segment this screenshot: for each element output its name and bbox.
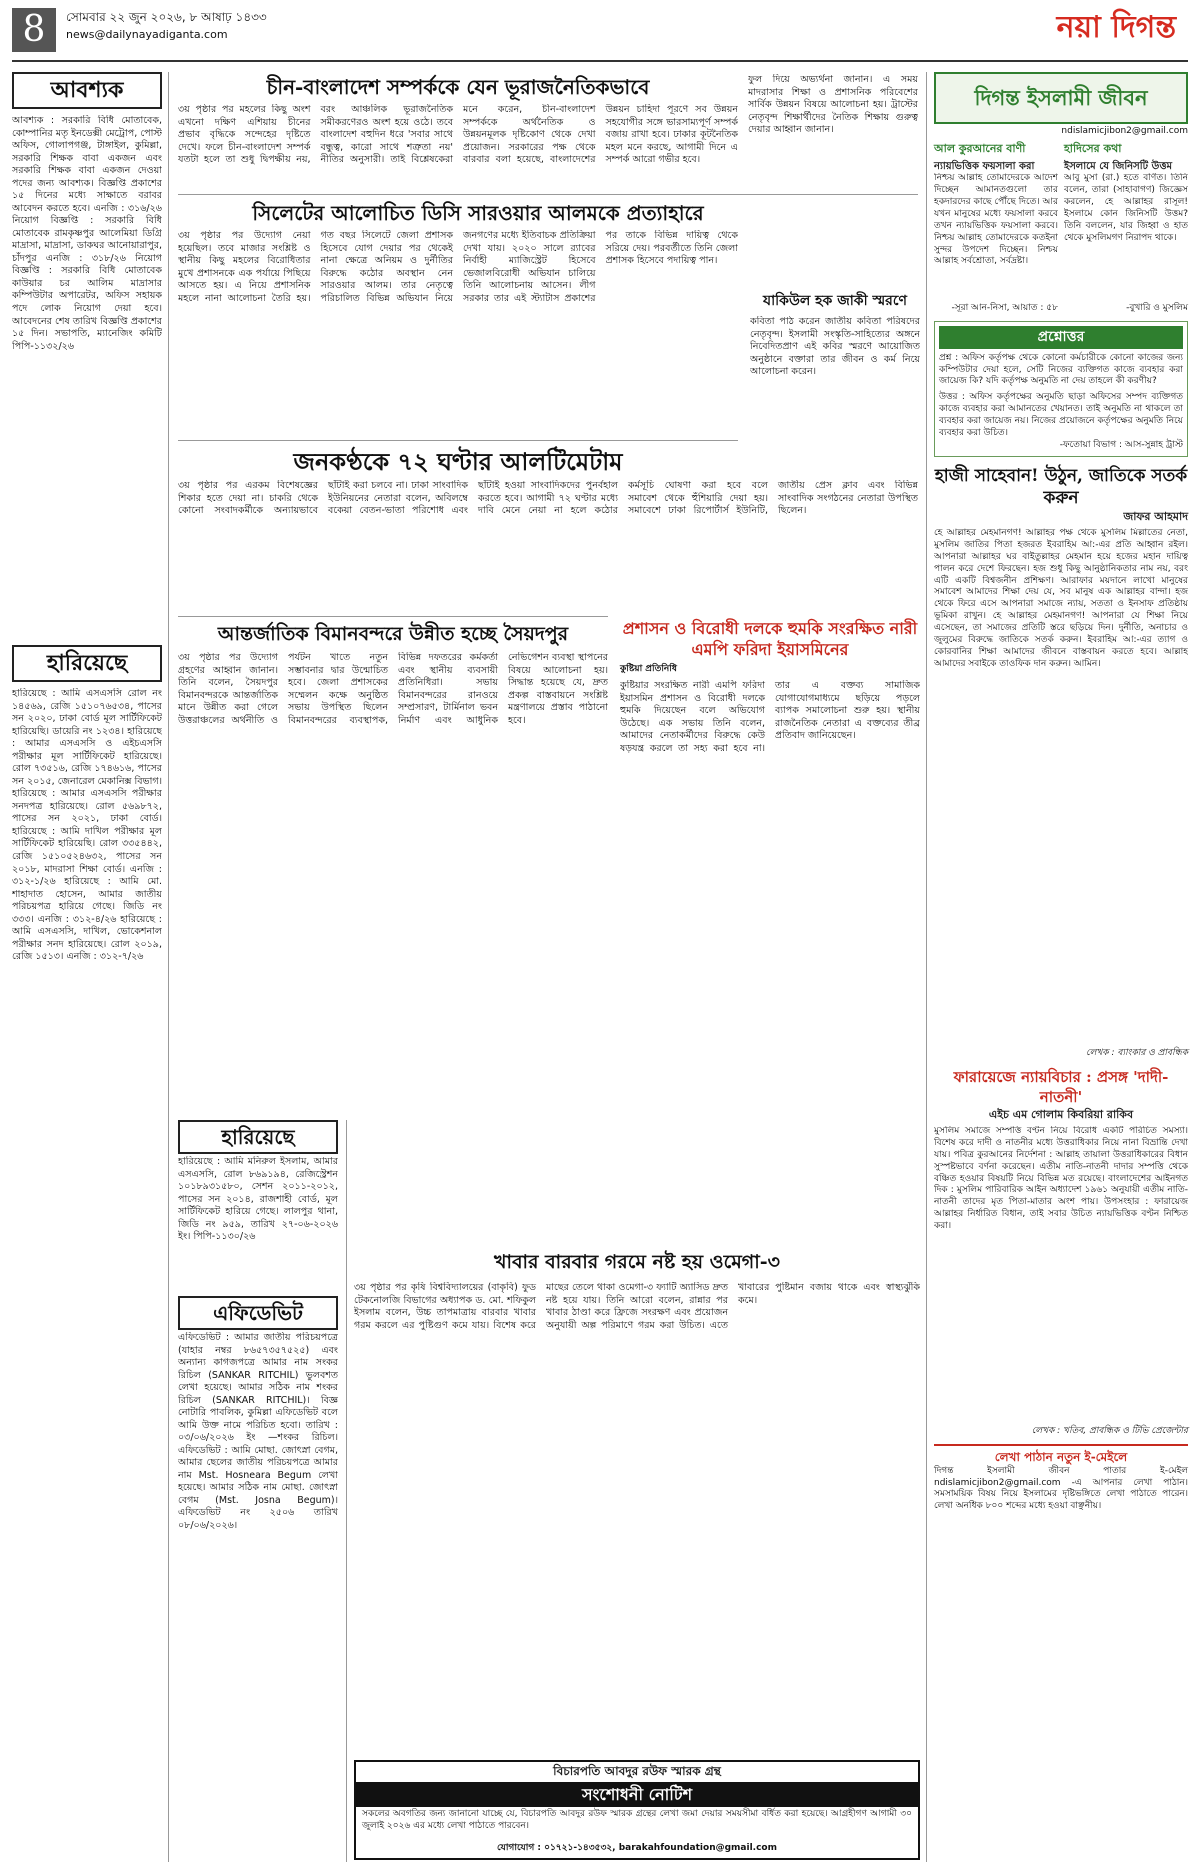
- lost-text-2: হারিয়েছে : আমি মনিরুল ইসলাম, আমার এসএসসি, রোল ৮৬৯১৯৪, রেজিস্ট্রেশন ১০১৮৯৩১৫৮০, সেশন ২০১১-২০১২, পাসের সন ২০১৪, রাজশাহী বোর্ড, মূল সার্টিফিকেট হারিয়ে গেছে। লালপুর থানা, জিডি নং ৯৫৯, তারিখ ২৭-০৬-২০২৬ ইং। পিপি-১১৩০/২৬: [178, 1156, 338, 1243]
- hadith-block: [1064, 160, 1188, 315]
- qa-title: প্রশ্নোত্তর: [939, 326, 1183, 348]
- lost-title: হারিয়েছে: [12, 645, 162, 682]
- new-email-text: দিগন্ত ইসলামী জীবন পাতার ই-মেইল ndislamicjibon2@gmail.com -এ আপনার লেখা পাঠান। সমসাময়িক বিষয় নিয়ে ইসলামের দৃষ্টিভঙ্গিতে লেখা পাঠাতে পারেন। লেখা অনধিক ৮০০ শব্দের মধ্যে হওয়া বাঞ্ছনীয়।: [934, 1465, 1188, 1512]
- wanted-title: আবশ্যক: [12, 72, 162, 109]
- page-number: 8: [12, 8, 56, 52]
- wanted-text: আবশ্যক : সরকারি বিধি মোতাবেক, কোম্পানির মতৃ ইনডেক্সী মেট্রোপ, পোস্ট অফিস, গোলাপগঞ্জ, টাঙ্গাইল, কুমিল্লা, সরকারি শিক্ষক বাবা একজন এবং সরকারি শিক্ষক বাবা একজন দেওয়া পদের জন্য আবশ্যক। বিজ্ঞপ্তি প্রকাশের ১৫ দিনের মধ্যে সাক্ষাতে বরাবর আবেদন করতে হবে। এনজি : ৩১৬/২৬ নিয়োগ বিজ্ঞপ্তি : সরকারি বিধি মোতাবেক রামকৃষ্ণপুর আলেমিয়া ডিগ্রি মাদ্রাসা, মাদ্রাসা, ডাকঘর আনোয়ারাপুর, চাঁদপুর এনজি : ৩১৮/২৬ নিয়োগ বিজ্ঞপ্তি : সরকারি বিধি মোতাবেক কাউয়ার চর আলিম মাদ্রাসার কম্পিউটার অপারেটর, অফিস সহায়ক পদে লোক নিয়োগ দেয়া হবে। আবেদনের শেষ তারিখ বিজ্ঞপ্তি প্রকাশের ১৫ দিন। সভাপতি, ম্যানেজিং কমিটি পিপি-১১৩২/২৬: [12, 115, 162, 352]
- islamic-email[interactable]: ndislamicjibon2@gmail.com: [1061, 125, 1188, 136]
- china-headline: চীন-বাংলাদেশ সম্পর্ককে যেন ভূরাজনৈতিকভাবে: [266, 75, 650, 99]
- saidpur-text: ৩য় পৃষ্ঠার পর উদ্যোগ গ্রহণের আহ্বান জানান। তিনি বলেন, সৈয়দপুর বিমানবন্দরকে আন্তর্জাতিক মানে উন্নীত করা গেলে উত্তরাঞ্চলের অর্থনীতি ও পর্যটন খাতে নতুন সম্ভাবনার দ্বার উন্মোচিত হবে। জেলা প্রশাসকের সম্মেলন কক্ষে অনুষ্ঠিত সভায় উপস্থিত ছিলেন বিমানবন্দরের ব্যবস্থাপক, বিভিন্ন দফতরের কর্মকর্তা এবং স্থানীয় ব্যবসায়ী প্রতিনিধিরা। সভায় বিমানবন্দরের রানওয়ে সম্প্রসারণ, টার্মিনাল ভবন নির্মাণ এবং আধুনিক নেভিগেশন ব্যবস্থা স্থাপনের বিষয়ে আলোচনা হয়। সিদ্ধান্ত হয়েছে যে, দ্রুত প্রকল্প বাস্তবায়নে সংশ্লিষ্ট মন্ত্রণালয়ে প্রস্তাব পাঠানো হবে।: [178, 652, 608, 726]
- faraiz-text: মুসলিম সমাজে সম্পত্তি বণ্টন নিয়ে বিরোধ একটি পরিচিত সমস্যা। বিশেষ করে দাদী ও নাতনীর মধ্যে উত্তরাধিকার নিয়ে নানা বিভ্রান্তি দেখা যায়। পবিত্র কুরআনের নির্দেশনা : আল্লাহ তায়ালা উত্তরাধিকারের বিধান সুস্পষ্টভাবে বর্ণনা করেছেন। এতীম নাতি-নাতনী দাদার সম্পত্তি থেকে বঞ্চিত হওয়ার বিষয়টি নিয়ে বিভিন্ন মত রয়েছে। বাংলাদেশের আইনগত দিক : মুসলিম পারিবারিক আইন অধ্যাদেশ ১৯৬১ অনুযায়ী এতীম নাতি-নাতনী তাদের মৃত পিতা-মাতার অংশ পায়। উপসংহার : ফারায়েজ আল্লাহর নির্ধারিত বিধান, তাই সবার উচিত ন্যায়ভিত্তিক বণ্টন নিশ্চিত করা।: [934, 1126, 1188, 1232]
- quran-text: নিশ্চয় আল্লাহ তোমাদেরকে আদেশ দিচ্ছেন আমানতগুলো তার হকদারদের কাছে পৌঁছে দিতে। আর যখন মানুষের মধ্যে ফয়সালা করবে তখন ন্যায়ভিত্তিক ফয়সালা করবে। নিশ্চয় আল্লাহ তোমাদেরকে কতইনা সুন্দর উপদেশ দিচ্ছেন। নিশ্চয় আল্লাহ সর্বশ্রোতা, সর্বদ্রষ্টা।: [934, 173, 1058, 267]
- notice-text: সকলের অবগতির জন্য জানানো যাচ্ছে যে, বিচারপতি আবদুর রউফ স্মারক গ্রন্থের লেখা জমা দেয়ার সময়সীমা বর্ধিত করা হয়েছে। আগ্রহীগণ আগামী ৩০ জুলাই ২০২৬ এর মধ্যে লেখা পাঠাতে পারবেন।: [362, 1808, 912, 1831]
- faraiz-note: লেখক : খতিব, প্রাবন্ধিক ও টিভি প্রেজেন্টার: [1031, 1426, 1188, 1437]
- hadith-label: হাদিসের কথা: [1064, 141, 1122, 155]
- qa-question: প্রশ্ন : অফিস কর্তৃপক্ষ থেকে কোনো কর্মচারীকে কোনো কাজের জন্য কম্পিউটার দেয়া হলে, সেটি নিজের ব্যক্তিগত কাজে ব্যবহার করা জায়েজ কি? যদি কর্তৃপক্ষ অনুমতি না দেয় তাহলে কী করণীয়?: [939, 352, 1183, 387]
- china-text-continued: ফুল দিয়ে অভ্যর্থনা জানান। এ সময় মাদরাসার শিক্ষা ও প্রশাসনিক পরিবেশের সার্বিক উন্নয়ন বিষয়ে আলোচনা হয়। ট্রাস্টের নেতৃবৃন্দ শিক্ষার্থীদের নৈতিক শিক্ষায় গুরুত্ব দেয়ার আহ্বান জানান।: [748, 74, 918, 136]
- section-divider: [178, 616, 608, 617]
- lost-title-2: হারিয়েছে: [178, 1120, 338, 1154]
- omega-text: ৩য় পৃষ্ঠার পর কৃষি বিশ্ববিদ্যালয়ের (বাকৃবি) ফুড টেকনোলজি বিভাগের অধ্যাপক ড. মো. শফিকুল ইসলাম বলেন, উচ্চ তাপমাত্রায় বারবার খাবার গরম করলে এর পুষ্টিগুণ কমে যায়। বিশেষ করে মাছের তেলে থাকা ওমেগা-৩ ফ্যাটি অ্যাসিড দ্রুত নষ্ট হয়ে যায়। তিনি আরো বলেন, রান্নার পর খাবার ঠাণ্ডা করে ফ্রিজে সংরক্ষণ এবং প্রয়োজন অনুযায়ী অল্প পরিমাণে গরম করা উচিত। এতে খাবারের পুষ্টিমান বজায় থাকে এবং স্বাস্থ্যঝুঁকি কমে।: [354, 1282, 920, 1331]
- notice-contact[interactable]: যোগাযোগ : ০১৭২১-১৪৩৫৩২, barakahfoundation@gmail.com: [496, 1842, 777, 1853]
- protest-byline: কুষ্টিয়া প্রতিনিধি: [620, 664, 677, 674]
- affidavit-text: এফিডেভিট : আমার জাতীয় পরিচয়পত্রে (যাহার নম্বর ৮৬৫৭৩৫৭৫২৫) এবং অন্যান্য কাগজপত্রে আমার নাম সংকর রিচিল (SANKAR RITCHIL) ভুলবশত লেখা হয়েছে। আমার সঠিক নাম শংকর রিচিল (SANKAR RITCHIL)। বিজ্ঞ নোটারি পাবলিক, কুমিল্লা এফিডেভিট বলে আমি উক্ত নামে পরিচিত হবো। তারিখ : ০৩/০৬/২০২৬ ইং —শংকর রিচিল। এফিডেভিট : আমি মোছা. জোৎস্না বেগম, আমার ছেলের জাতীয় পরিচয়পত্রে আমার নাম Mst. Hosneara Begum লেখা হয়েছে। আমার সঠিক নাম মোছা. জোৎস্না বেগম (Mst. Josna Begum)। এফিডেভিট নং ২৫০৬ তারিখ ০৮/০৬/২০২৬।: [178, 1332, 338, 1531]
- faraiz-author: এইচ এম গোলাম কিবরিয়া রাকিব: [988, 1107, 1134, 1121]
- protest-headline: প্রশাসন ও বিরোধী দলকে হুমকি সংরক্ষিত নারী এমপি ফরিদা ইয়াসমিনের: [622, 619, 918, 660]
- qa-answer: উত্তর : অফিস কর্তৃপক্ষের অনুমতি ছাড়া অফিসের সম্পদ ব্যক্তিগত কাজে ব্যবহার করা আমানতের খেয়ানত। তাই অনুমতি না থাকলে তা ব্যবহার করা জায়েজ নয়। নিজের প্রয়োজনে কর্তৃপক্ষের অনুমতি নিয়ে ব্যবহার করা উচিত।: [939, 392, 1183, 438]
- affidavit-title: এফিডেভিট: [178, 1296, 338, 1330]
- section-divider: [178, 440, 738, 441]
- section-divider: [178, 194, 918, 195]
- classifieds-column: [12, 72, 162, 1862]
- qa-box: [934, 321, 1188, 456]
- header-rule: [12, 60, 1188, 62]
- sylhet-text: ৩য় পৃষ্ঠার পর উদ্যোগ নেয়া হয়েছিল। তবে মাজার সংশ্লিষ্ট ও স্থানীয় কিছু মহলের বিরোধিতার মুখে প্রশাসনকে এক পর্যায়ে পিছিয়ে আসতে হয়। এ নিয়ে প্রশাসনিক মহলে নানা আলোচনা তৈরি হয়। গত বছর সিলেটে জেলা প্রশাসক হিসেবে যোগ দেয়ার পর থেকেই নানা ক্ষেত্রে অনিয়ম ও দুর্নীতির বিরুদ্ধে কঠোর অবস্থান নেন সারওয়ার আলম। তার নেতৃত্বে পরিচালিত বিভিন্ন অভিযান নিয়ে জনগণের মধ্যে ইতিবাচক প্রতিক্রিয়া দেখা যায়। ২০২০ সালে র‍্যাবের নির্বাহী ম্যাজিস্ট্রেট হিসেবে ভেজালবিরোধী অভিযান চালিয়ে তিনি আলোচনায় আসেন। লীগ সরকার তার এই স্ট্যাটাস প্রকাশের পর তাকে বিভিন্ন দায়িত্ব থেকে সরিয়ে দেয়। পরবর্তীতে তিনি জেলা প্রশাসক হিসেবে পদায়িত্ব পান।: [178, 230, 738, 304]
- new-email-box: [934, 1444, 1188, 1513]
- issue-date: সোমবার ২২ জুন ২০২৬, ৮ আষাঢ় ১৪৩৩: [66, 10, 267, 24]
- quran-label: আল কুরআনের বাণী: [934, 141, 1026, 155]
- haji-headline: হাজী সাহেবান! উঠুন, জাতিকে সতর্ক করুন: [934, 465, 1188, 509]
- qa-ref: -ফতোয়া বিভাগ : আস-সুন্নাহ ট্রাস্ট: [1059, 439, 1183, 450]
- hadith-text: আবু মুসা (রা.) হতে বর্ণিত। তিনি বলেন, তারা (সাহাবাগণ) জিজ্ঞেস করলেন, হে আল্লাহর রাসূল! ইসলামে কোন জিনিসটি উত্তম? তিনি বললেন, যার জিহ্বা ও হাত থেকে মুসলিমগণ নিরাপদ থাকে।: [1064, 173, 1188, 243]
- lost-text: হারিয়েছে : আমি এসএসসি রোল নং ১৪৫৬৯, রেজি ১৫১০৭৬৫৩৪, পাসের সন ২০২০, ঢাকা বোর্ড মূল সার্টিফিকেট হারিয়েছি। ডায়েরি নং ১২৩৪। হারিয়েছে : আমার এসএসসি ও এইচএসসি পরীক্ষার মূল সার্টিফিকেট হারিয়েছে। রোল ৭৩৫১৬, রেজি ১৭৪৬১৬, পাসের সন ২০১৫, জেনারেল মেকানিক্স বিভাগ। হারিয়েছে : আমার এসএসসি পরীক্ষার সনদপত্র হারিয়েছে। রোল ৫৬৯৮৭২, পাসের সন ২০২১, ঢাকা বোর্ড। হারিয়েছে : আমি দাখিল পরীক্ষার মূল সার্টিফিকেট হারিয়েছি। রোল ৩৩৫৪৪২, রেজি ১৫১০৫২৪৬৩২, পাসের সন ২০১৮, মাদরাসা শিক্ষা বোর্ড। এনজি : ৩১২-১/২৬ হারিয়েছে : আমি মো. শাহাদাত হোসেন, আমার জাতীয় পরিচয়পত্র হারিয়ে গেছে। জিডি নং ৩৩৩। এনজি : ৩১২-৪/২৬ হারিয়েছে : আমি এসএসসি, দাখিল, ভোকেশনাল পরীক্ষার সনদ হারিয়েছে। রোল ২০১৯, রেজি ১৫১৩। এনজি : ৩১২-৭/২৬: [12, 688, 162, 963]
- new-email-title: লেখা পাঠান নতুন ই-মেইলে: [994, 1449, 1128, 1464]
- column-divider: [926, 72, 927, 1862]
- faraiz-headline: ফারায়েজে ন্যায়বিচার : প্রসঙ্গ 'দাদী-নাতনী': [953, 1067, 1169, 1106]
- column-divider: [168, 72, 169, 1862]
- website[interactable]: news@dailynayadiganta.com: [66, 28, 228, 41]
- column-divider: [346, 1120, 347, 1862]
- hadith-title: ইসলামে যে জিনিসটি উত্তম: [1064, 161, 1173, 173]
- hadith-ref: -বুখারি ও মুসলিম: [1126, 303, 1188, 314]
- haji-note: লেখক : ব্যাংকার ও প্রাবন্ধিক: [1086, 1048, 1188, 1059]
- quran-hadith-row: [934, 160, 1188, 315]
- newspaper-logo: নয়া দিগন্ত: [1056, 10, 1176, 45]
- notice-box: [354, 1760, 920, 1860]
- quran-ref: -সূরা আন-নিসা, আয়াত : ৫৮: [951, 303, 1058, 314]
- yakub-text: কবিতা পাঠ করেন জাতীয় কবিতা পরিষদের নেতৃবৃন্দ। ইসলামী সংস্কৃতি-সাহিত্যের অঙ্গনে নিবেদিতপ্রাণ এই কবির স্মরণে আয়োজিত অনুষ্ঠানে বক্তারা তার জীবন ও কর্ম নিয়ে আলোচনা করেন।: [750, 316, 920, 378]
- sylhet-headline: সিলেটের আলোচিত ডিসি সারওয়ার আলমকে প্রত্যাহারে: [252, 201, 704, 225]
- ultimatum-headline: জনকণ্ঠকে ৭২ ঘণ্টার আলটিমেটাম: [293, 447, 623, 476]
- saidpur-headline: আন্তর্জাতিক বিমানবন্দরে উন্নীত হচ্ছে সৈয়দপুর: [217, 623, 569, 645]
- protest-text: কুষ্টিয়ার সংরক্ষিত নারী এমপি ফরিদা ইয়াসমিন প্রশাসন ও বিরোধী দলকে হুমকি দিয়েছেন বলে অভিযোগ উঠেছে। এক সভায় তিনি বলেন, আমাদের নেতাকর্মীদের বিরুদ্ধে কেউ ষড়যন্ত্র করলে তা সহ্য করা হবে না। তার এ বক্তব্য সামাজিক যোগাযোগমাধ্যমে ছড়িয়ে পড়লে ব্যাপক সমালোচনা শুরু হয়। স্থানীয় রাজনৈতিক নেতারা এ বক্তব্যের তীব্র প্রতিবাদ জানিয়েছেন।: [620, 680, 920, 754]
- omega-headline: খাবার বারবার গরমে নষ্ট হয় ওমেগা-৩: [493, 1251, 781, 1273]
- quran-title: ন্যায়ভিত্তিক ফয়সালা করা: [934, 161, 1035, 173]
- islamic-section: [934, 72, 1188, 1862]
- quran-block: [934, 160, 1058, 315]
- haji-author: জাফর আহমাদ: [1123, 509, 1188, 523]
- china-text: ৩য় পৃষ্ঠার পর মহলের কিছু অংশ এখনো দক্ষিণ এশিয়ায় চীনের প্রভাব বৃদ্ধিকে সন্দেহের দৃষ্টিতে দেখে। ফলে চীন-বাংলাদেশ সম্পর্ক যতটা হলে তা শুধু দ্বিপক্ষীয় নয়, বরং আঞ্চলিক ভূরাজনৈতিক সমীকরণেরও অংশ হয়ে ওঠে। তবে বাংলাদেশ বহুদিন ধরে 'সবার সাথে বন্ধুত্ব, কারো সাথে শত্রুতা নয়' নীতির অনুসারী। তাই বিশ্লেষকেরা মনে করেন, চীন-বাংলাদেশ সম্পর্ককে অর্থনৈতিক ও উন্নয়নমূলক দৃষ্টিকোণ থেকে দেখা প্রয়োজন। সরকারের পক্ষ থেকে বারবার বলা হয়েছে, বাংলাদেশের উন্নয়ন চাহিদা পূরণে সব উন্নয়ন সহযোগীর সঙ্গে ভারসাম্যপূর্ণ সম্পর্ক বজায় রাখা হবে। ঢাকার কূটনৈতিক মহল মনে করছে, আগামী দিনে এ সম্পর্ক আরো গভীর হবে।: [178, 104, 738, 166]
- islamic-title: দিগন্ত ইসলামী জীবন: [934, 72, 1188, 124]
- ultimatum-text: ৩য় পৃষ্ঠার পর এরকম বিশেষজ্ঞের শিকার হতে দেয়া না। চাকরি থেকে কোনো সংবাদকর্মীকে অন্যায়ভাবে ছাঁটাই করা চলবে না। ঢাকা সাংবাদিক ইউনিয়নের নেতারা বলেন, অবিলম্বে বকেয়া বেতন-ভাতা পরিশোধ এবং ছাঁটাই হওয়া সাংবাদিকদের পুনর্বহাল করতে হবে। আগামী ৭২ ঘণ্টার মধ্যে দাবি মেনে নেয়া না হলে কঠোর কর্মসূচি ঘোষণা করা হবে বলে সমাবেশ থেকে হুঁশিয়ারি দেয়া হয়। সমাবেশে ঢাকা রিপোর্টার্স ইউনিটি, জাতীয় প্রেস ক্লাব এবং বিভিন্ন সাংবাদিক সংগঠনের নেতারা উপস্থিত ছিলেন।: [178, 480, 918, 517]
- yakub-headline: যাকিউল হক জাকী স্মরণে: [763, 293, 907, 309]
- notice-title-1: বিচারপতি আবদুর রউফ স্মারক গ্রন্থ: [553, 1764, 721, 1778]
- notice-title-2: সংশোধনী নোটিশ: [356, 1782, 918, 1807]
- islamic-labels: [934, 142, 1188, 157]
- haji-text: হে আল্লাহর মেহমানগণ! আল্লাহর পক্ষ থেকে মুসলিম মিল্লাতের নেতা, মুসলিম জাতির পিতা হজরত ইবরাহিম আ:-এর প্রতি আহ্বান রইল। আপনারা আল্লাহর ঘর বাইতুল্লাহর মেহমান হয়ে হজের মহান দায়িত্ব পালন করে দেশে ফিরছেন। হজ শুধু কিছু আনুষ্ঠানিকতার নাম নয়, বরং এটি একটি বিশ্বজনীন প্রশিক্ষণ। আরাফার ময়দানে লাখো মানুষের সমাবেশ আমাদের শিক্ষা দেয় যে, সব মানুষ এক আল্লাহর বান্দা। হজ থেকে ফিরে এসে আপনারা সমাজে ন্যায়, সততা ও ইনসাফ প্রতিষ্ঠায় ভূমিকা রাখুন। হে আল্লাহর মেহমানগণ! আপনারা যে শিক্ষা নিয়ে এসেছেন, তা সমাজের প্রতিটি স্তরে ছড়িয়ে দিন। দুর্নীতি, অনাচার ও জুলুমের বিরুদ্ধে জাতিকে সতর্ক করুন। ইবরাহিম আ:-এর ত্যাগ ও কোরবানির শিক্ষা আমাদের জীবনে বাস্তবায়ন করতে হবে। আল্লাহ আমাদের সবাইকে তাওফিক দান করুন। আমিন।: [934, 528, 1188, 669]
